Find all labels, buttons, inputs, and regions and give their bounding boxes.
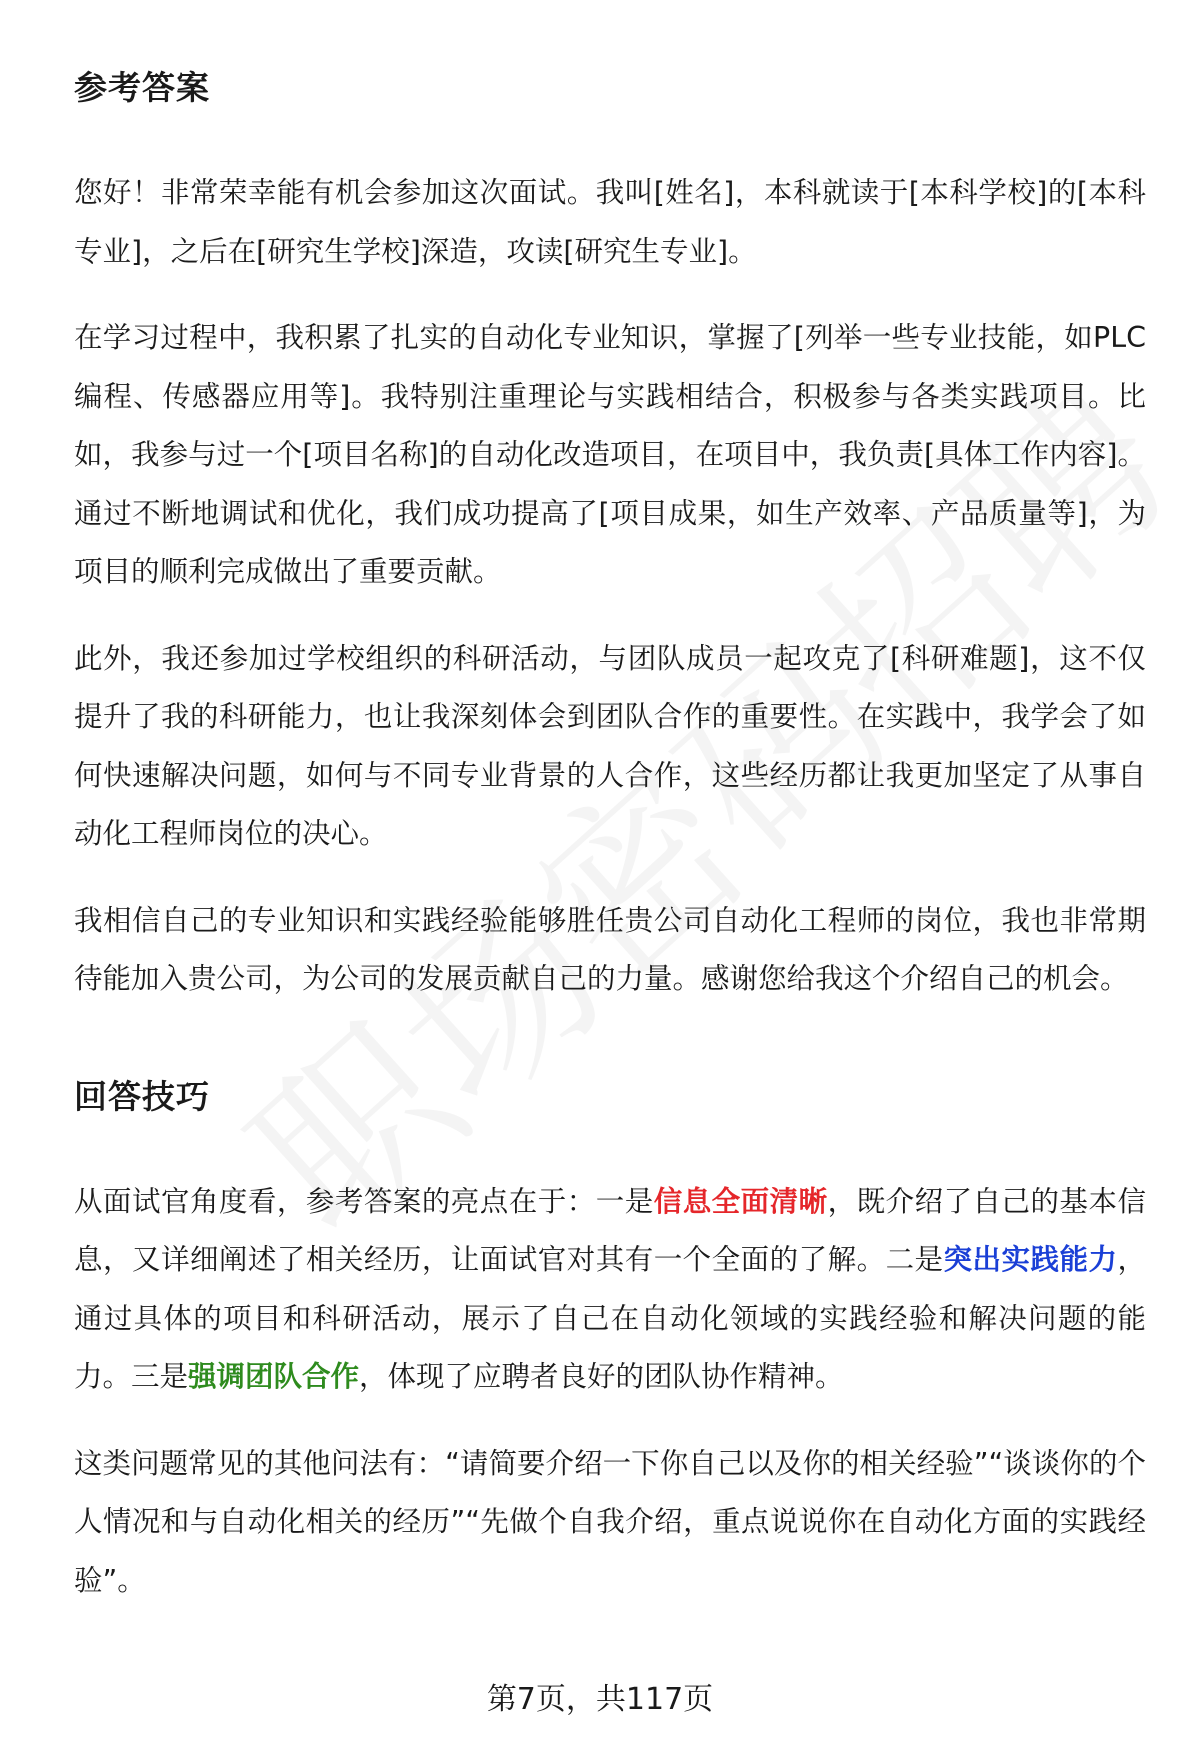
- section-heading-reference-answer: 参考答案: [74, 68, 210, 107]
- tips-paragraph-other-questions: 这类问题常见的其他问法有：“请简要介绍一下你自己以及你的相关经验”“谈谈你的个人情况和与自动化相关的经历”“先做个自我介绍，重点说说你在自动化方面的实践经验”。: [74, 1446, 1146, 1597]
- highlight-info-complete: 信息全面清晰: [653, 1184, 828, 1218]
- answer-paragraph: 在学习过程中，我积累了扎实的自动化专业知识，掌握了[列举一些专业技能，如PLC编程、传感器应用等]。我特别注重理论与实践相结合，积极参与各类实践项目。比如，我参与过一个[项目名称]的自动化改造项目，在项目中，我负责[具体工作内容]。通过不断地调试和优化，我们成功提高了[项目成果，如生产效率、产品质量等]，为项目的顺利完成做出了重要贡献。: [74, 321, 1146, 588]
- answer-paragraph: 我相信自己的专业知识和实践经验能够胜任贵公司自动化工程师的岗位，我也非常期待能加入贵公司，为公司的发展贡献自己的力量。感谢您给我这个介绍自己的机会。: [74, 903, 1146, 995]
- answer-paragraph: 您好！非常荣幸能有机会参加这次面试。我叫[姓名]，本科就读于[本科学校]的[本科专业]，之后在[研究生学校]深造，攻读[研究生专业]。: [74, 176, 1146, 268]
- tips-text: 从面试官角度看，参考答案的亮点在于：一是: [74, 1184, 654, 1218]
- highlight-practice-ability: 突出实践能力: [943, 1243, 1118, 1276]
- page-number: 第7页，共117页: [486, 1682, 714, 1717]
- tips-text: ，通过具体的项目和科研活动，展示了自己在自动化领域的实践经验和解决问题的能力。三是: [74, 1243, 1146, 1393]
- section-heading-answer-tips: 回答技巧: [74, 1076, 210, 1116]
- highlight-teamwork: 强调团队合作: [188, 1360, 360, 1393]
- tips-paragraph: [74, 1173, 1146, 1407]
- document-content: [74, 64, 1146, 1638]
- answer-paragraph: 此外，我还参加过学校组织的科研活动，与团队成员一起攻克了[科研难题]，这不仅提升了我的科研能力，也让我深刻体会到团队合作的重要性。在实践中，我学会了如何快速解决问题，如何与不同专业背景的人合作，这些经历都让我更加坚定了从事自动化工程师岗位的决心。: [74, 641, 1146, 850]
- tips-text: ，既介绍了自己的基本信息，又详细阐述了相关经历，让面试官对其有一个全面的了解。二是: [74, 1184, 1146, 1276]
- tips-text: ，体现了应聘者良好的团队协作精神。: [359, 1360, 844, 1393]
